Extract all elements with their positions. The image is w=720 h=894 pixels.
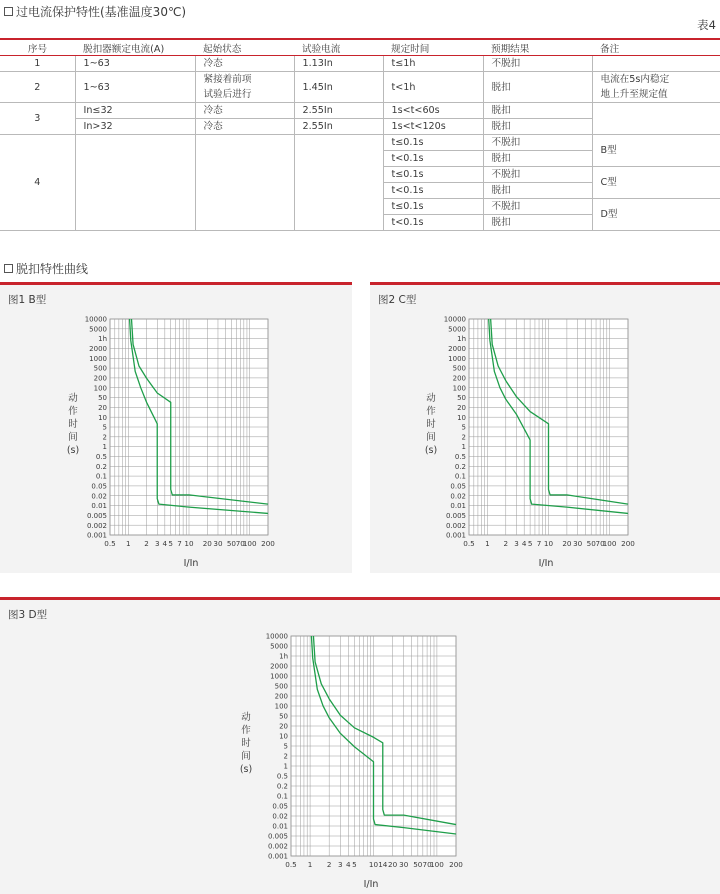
cell-result: 脱扣 [483, 72, 592, 103]
y-tick-label: 0.02 [450, 492, 466, 500]
y-axis-label-char: 动 [68, 392, 78, 404]
y-tick-label: 0.2 [277, 783, 288, 791]
y-axis-label-char: 间 [426, 431, 436, 443]
section-title-text: 过电流保护特性(基准温度30℃) [16, 3, 186, 20]
cell-state-line: 试验后进行 [204, 87, 294, 102]
y-tick-label: 1 [462, 443, 466, 451]
y-tick-label: 0.002 [87, 522, 107, 530]
cell-time: t<0.1s [383, 183, 483, 199]
cell-state: 冷态 [195, 103, 294, 119]
cell-no: 3 [0, 103, 75, 135]
x-axis-label: I/In [364, 879, 379, 890]
table-row [0, 135, 720, 151]
y-tick-label: 1 [284, 763, 288, 771]
x-tick-label: 4 [522, 539, 527, 548]
cell-rated: In≤32 [75, 103, 195, 119]
y-tick-label: 100 [453, 384, 466, 392]
y-tick-label: 0.001 [87, 532, 107, 540]
chart-d [0, 600, 720, 894]
y-tick-label: 5 [103, 424, 107, 432]
y-tick-label: 5000 [270, 643, 288, 651]
y-tick-label: 200 [453, 375, 466, 383]
cell-state [195, 72, 294, 103]
chart-label-c: 图2 C型 [378, 292, 416, 307]
cell-time: 1s<t<120s [383, 119, 483, 135]
y-tick-label: 50 [98, 394, 107, 402]
x-tick-label: 4 [163, 539, 168, 548]
cell-rated: In>32 [75, 119, 195, 135]
y-tick-label: 0.05 [91, 483, 107, 491]
y-tick-label: 10000 [266, 633, 288, 641]
header-no: 序号 [0, 39, 75, 56]
y-tick-label: 500 [275, 683, 288, 691]
x-tick-label: 200 [621, 539, 635, 548]
y-tick-label: 0.02 [272, 813, 288, 821]
x-tick-label: 10 [369, 860, 379, 869]
y-axis-label-char: 作 [426, 405, 436, 417]
y-axis-label-char: 时 [241, 737, 251, 749]
protection-table [0, 38, 720, 231]
cell-rated [75, 135, 195, 231]
y-axis-label-char: 动 [241, 711, 251, 723]
x-tick-label: 70 [236, 539, 246, 548]
x-tick-label: 5 [168, 539, 173, 548]
cell-current: 1.45In [294, 72, 383, 103]
cell-rated: 1~63 [75, 72, 195, 103]
y-tick-label: 0.002 [446, 522, 466, 530]
y-tick-label: 10000 [85, 316, 107, 324]
y-tick-label: 0.1 [96, 473, 107, 481]
cell-result: 不脱扣 [483, 56, 592, 72]
y-axis-label-char: 时 [426, 418, 436, 430]
y-tick-label: 200 [94, 375, 107, 383]
cell-state-line: 紧接着前项 [204, 72, 294, 87]
y-tick-label: 0.01 [450, 502, 466, 510]
x-tick-label: 7 [537, 539, 542, 548]
y-tick-label: 1 [103, 443, 107, 451]
y-tick-label: 20 [457, 404, 466, 412]
y-tick-label: 1000 [448, 355, 466, 363]
x-tick-label: 1 [485, 539, 490, 548]
cell-current: 2.55In [294, 103, 383, 119]
x-tick-label: 50 [587, 539, 597, 548]
y-tick-label: 0.005 [446, 512, 466, 520]
y-tick-label: 0.05 [450, 483, 466, 491]
y-tick-label: 1000 [270, 673, 288, 681]
y-tick-label: 20 [98, 404, 107, 412]
cell-remark [592, 103, 720, 135]
x-tick-label: 3 [338, 860, 343, 869]
x-tick-label: 4 [346, 860, 351, 869]
chart-c [370, 285, 720, 573]
x-tick-label: 5 [352, 860, 357, 869]
cell-result: 不脱扣 [483, 135, 592, 151]
y-tick-label: 1h [279, 653, 288, 661]
y-tick-label: 10000 [444, 316, 466, 324]
header-test-current: 试验电流 [294, 39, 383, 56]
x-tick-label: 3 [155, 539, 160, 548]
y-tick-label: 10 [457, 414, 466, 422]
x-tick-label: 10 [544, 539, 554, 548]
y-tick-label: 0.5 [455, 453, 466, 461]
y-tick-label: 2000 [448, 345, 466, 353]
x-tick-label: 50 [227, 539, 237, 548]
x-tick-label: 100 [430, 860, 444, 869]
y-tick-label: 0.001 [446, 532, 466, 540]
x-tick-label: 0.5 [104, 539, 115, 548]
y-tick-label: 0.01 [272, 823, 288, 831]
cell-current: 1.13In [294, 56, 383, 72]
cell-time: t≤0.1s [383, 167, 483, 183]
table-header-row [0, 39, 720, 56]
x-tick-label: 5 [528, 539, 533, 548]
cell-result: 脱扣 [483, 119, 592, 135]
x-tick-label: 30 [399, 860, 409, 869]
y-tick-label: 0.001 [268, 853, 288, 861]
x-tick-label: 30 [573, 539, 583, 548]
x-tick-label: 1 [308, 860, 313, 869]
x-tick-label: 20 [388, 860, 398, 869]
x-tick-label: 70 [596, 539, 606, 548]
y-tick-label: 0.2 [96, 463, 107, 471]
header-remark: 备注 [592, 39, 720, 56]
y-tick-label: 100 [94, 384, 107, 392]
cell-result: 脱扣 [483, 151, 592, 167]
cell-rated: 1~63 [75, 56, 195, 72]
x-tick-label: 100 [243, 539, 257, 548]
cell-time: t≤1h [383, 56, 483, 72]
y-tick-label: 2000 [270, 663, 288, 671]
chart-label-b: 图1 B型 [8, 292, 46, 307]
x-tick-label: 70 [423, 860, 433, 869]
y-tick-label: 2 [462, 433, 466, 441]
x-tick-label: 200 [261, 539, 275, 548]
x-tick-label: 2 [327, 860, 332, 869]
table-number: 表4 [697, 17, 716, 33]
x-tick-label: 1 [126, 539, 131, 548]
cell-result: 不脱扣 [483, 167, 592, 183]
table-row [0, 56, 720, 72]
x-tick-label: 10 [184, 539, 194, 548]
cell-time: 1s<t<60s [383, 103, 483, 119]
y-axis-label-char: (s) [67, 445, 79, 456]
cell-remark [592, 72, 720, 103]
x-axis-label: I/In [539, 558, 554, 569]
y-tick-label: 0.02 [91, 492, 107, 500]
x-tick-label: 50 [413, 860, 423, 869]
x-tick-label: 200 [449, 860, 463, 869]
y-tick-label: 2000 [89, 345, 107, 353]
section-title-text: 脱扣特性曲线 [16, 260, 88, 277]
y-tick-label: 5 [462, 424, 466, 432]
cell-no: 2 [0, 72, 75, 103]
x-tick-label: 7 [177, 539, 182, 548]
header-time: 规定时间 [383, 39, 483, 56]
cell-time: t<0.1s [383, 215, 483, 231]
header-initial-state: 起始状态 [195, 39, 294, 56]
chart-b [0, 285, 352, 573]
y-tick-label: 0.05 [272, 803, 288, 811]
y-tick-label: 0.5 [277, 773, 288, 781]
y-axis-label-char: 时 [68, 418, 78, 430]
cell-state [195, 135, 294, 231]
y-tick-label: 0.005 [268, 833, 288, 841]
header-result: 预期结果 [483, 39, 592, 56]
y-tick-label: 2 [284, 753, 288, 761]
y-tick-label: 500 [94, 365, 107, 373]
cell-time: t<0.1s [383, 151, 483, 167]
y-axis-label-char: (s) [240, 764, 252, 775]
y-axis-label-char: 动 [426, 392, 436, 404]
cell-time: t≤0.1s [383, 135, 483, 151]
x-tick-label: 0.5 [285, 860, 296, 869]
x-axis-label: I/In [184, 558, 199, 569]
cell-state: 冷态 [195, 56, 294, 72]
y-axis-label-char: 作 [68, 405, 78, 417]
y-tick-label: 5000 [89, 325, 107, 333]
cell-result: 脱扣 [483, 215, 592, 231]
y-tick-label: 5 [284, 743, 288, 751]
x-tick-label: 100 [603, 539, 617, 548]
y-tick-label: 50 [279, 713, 288, 721]
y-tick-label: 200 [275, 693, 288, 701]
section-title-curves [4, 260, 88, 277]
cell-remark-line: 地上升至规定值 [601, 87, 720, 102]
y-tick-label: 20 [279, 723, 288, 731]
cell-remark: D型 [592, 199, 720, 231]
table-row [0, 103, 720, 119]
y-tick-label: 100 [275, 703, 288, 711]
x-tick-label: 2 [504, 539, 509, 548]
x-tick-label: 20 [562, 539, 572, 548]
cell-remark: C型 [592, 167, 720, 199]
y-tick-label: 10 [279, 733, 288, 741]
cell-result: 脱扣 [483, 183, 592, 199]
cell-result: 脱扣 [483, 103, 592, 119]
y-tick-label: 1h [98, 335, 107, 343]
chart-panel-b [0, 282, 352, 573]
chart-label-d: 图3 D型 [8, 607, 47, 622]
y-tick-label: 0.5 [96, 453, 107, 461]
y-tick-label: 5000 [448, 325, 466, 333]
x-tick-label: 3 [514, 539, 519, 548]
x-tick-label: 2 [144, 539, 149, 548]
table-row [0, 72, 720, 103]
cell-result: 不脱扣 [483, 199, 592, 215]
x-tick-label: 20 [203, 539, 213, 548]
cell-remark [592, 56, 720, 72]
y-axis-label-char: 作 [241, 724, 251, 736]
cell-state: 冷态 [195, 119, 294, 135]
header-rated-current: 脱扣器额定电流(A) [75, 39, 195, 56]
cell-no: 1 [0, 56, 75, 72]
y-tick-label: 500 [453, 365, 466, 373]
y-tick-label: 0.01 [91, 502, 107, 510]
cell-time: t≤0.1s [383, 199, 483, 215]
y-axis-label-char: 间 [241, 750, 251, 762]
checkbox-square-icon [4, 7, 13, 16]
y-tick-label: 1h [457, 335, 466, 343]
checkbox-square-icon [4, 264, 13, 273]
y-tick-label: 1000 [89, 355, 107, 363]
y-tick-label: 10 [98, 414, 107, 422]
y-tick-label: 50 [457, 394, 466, 402]
y-axis-label-char: 间 [68, 431, 78, 443]
cell-remark-line: 电流在5s内稳定 [601, 72, 720, 87]
y-tick-label: 0.005 [87, 512, 107, 520]
chart-panel-d [0, 597, 720, 894]
x-tick-label: 30 [213, 539, 223, 548]
y-tick-label: 0.1 [277, 793, 288, 801]
cell-current: 2.55In [294, 119, 383, 135]
cell-remark: B型 [592, 135, 720, 167]
y-tick-label: 2 [103, 433, 107, 441]
cell-no: 4 [0, 135, 75, 231]
y-tick-label: 0.1 [455, 473, 466, 481]
chart-panel-c [370, 282, 720, 573]
y-axis-label-char: (s) [425, 445, 437, 456]
x-tick-label: 0.5 [463, 539, 474, 548]
y-tick-label: 0.2 [455, 463, 466, 471]
section-title-overcurrent [4, 3, 186, 20]
cell-current [294, 135, 383, 231]
x-tick-label: 14 [378, 860, 388, 869]
cell-time: t<1h [383, 72, 483, 103]
y-tick-label: 0.002 [268, 843, 288, 851]
